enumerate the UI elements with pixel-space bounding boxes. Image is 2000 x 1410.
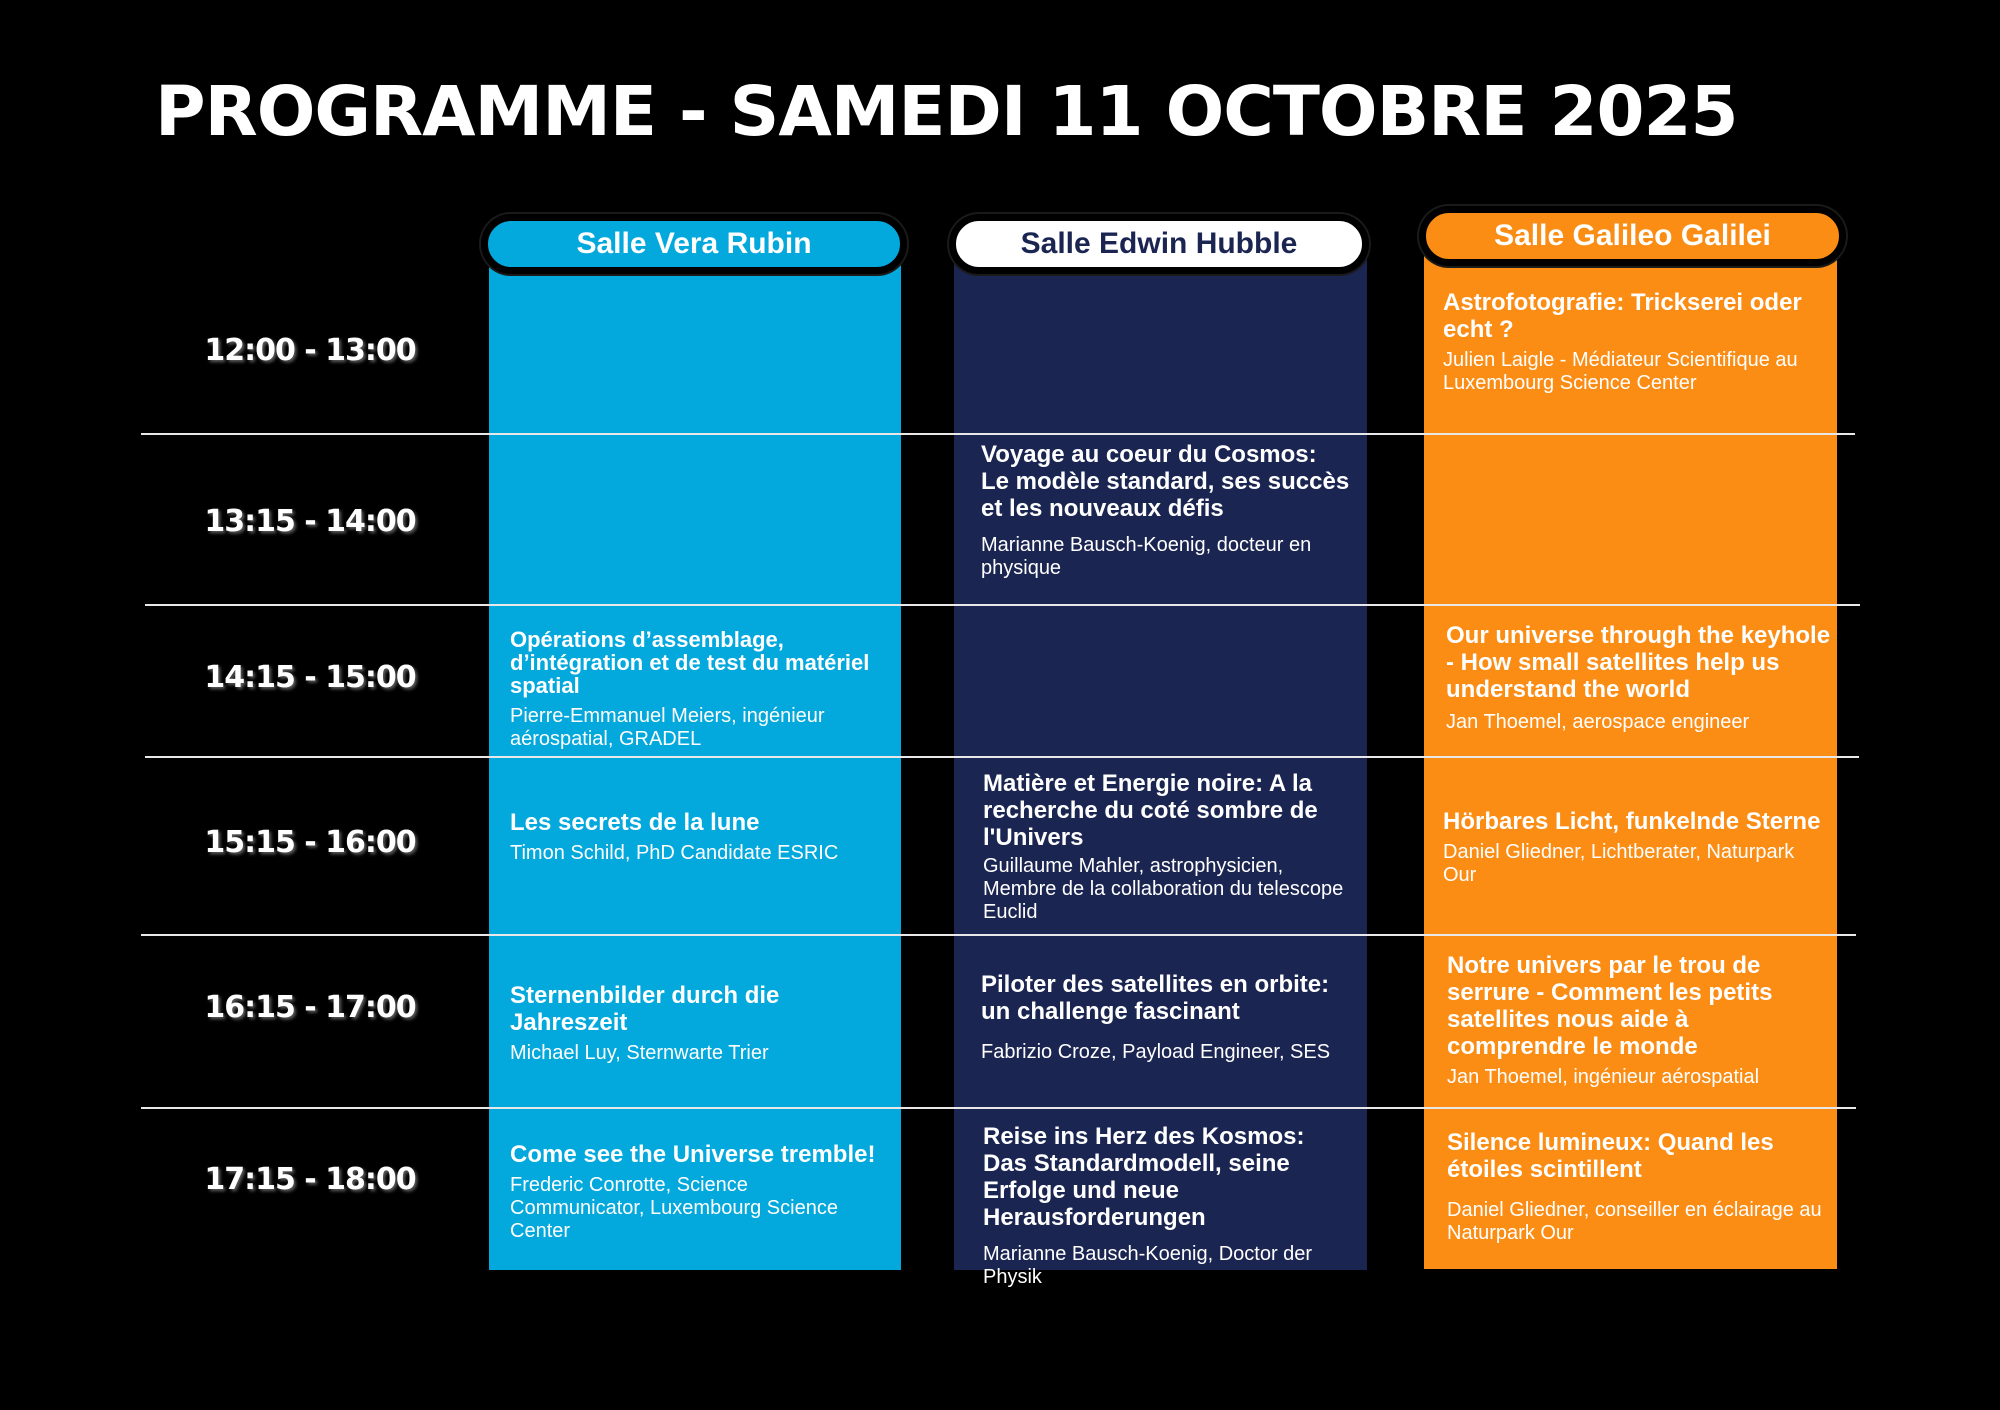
session-hubble-1615 [981, 971, 1361, 1064]
session-galilei-1200 [1443, 289, 1833, 395]
page-title: PROGRAMME - SAMEDI 11 OCTOBRE 2025 [155, 72, 1738, 152]
session-speaker: Marianne Bausch-Koenig, docteur en physique [981, 534, 1312, 579]
room-header-vera-rubin [481, 214, 907, 274]
session-title: Voyage au coeur du Cosmos: Le modèle standard, ses succès et les nouveaux défis [981, 441, 1350, 522]
session-galilei-1715 [1447, 1129, 1832, 1245]
session-title: Silence lumineux: Quand les étoiles scintillent [1447, 1129, 1774, 1183]
session-hubble-1515 [983, 770, 1353, 924]
session-title: Sternenbilder durch die Jahreszeit [510, 982, 780, 1036]
row-divider [141, 1107, 1856, 1109]
session-galilei-1415 [1446, 622, 1836, 734]
time-slot-1315: 13:15 - 14:00 [204, 504, 416, 539]
session-speaker: Jan Thoemel, aerospace engineer [1446, 711, 1750, 733]
column-vera-rubin [489, 250, 901, 1270]
session-title: Opérations d’assemblage, d’intégration et de test du matériel spatial [510, 627, 870, 698]
session-hubble-1315 [981, 441, 1351, 580]
session-title: Notre univers par le trou de serrure - Comment les petits satellites nous aide à comprendre le monde [1447, 952, 1773, 1060]
session-title: Matière et Energie noire: A la recherche du coté sombre de l'Univers [983, 770, 1318, 851]
session-speaker: Frederic Conrotte, Science Communicator, Luxembourg Science Center [510, 1174, 838, 1242]
session-title: Les secrets de la lune [510, 809, 760, 836]
session-speaker: Guillaume Mahler, astrophysicien, Membre de la collaboration du telescope Euclid [983, 855, 1344, 923]
session-rubin-1715 [510, 1141, 885, 1243]
session-title: Hörbares Licht, funkelnde Sterne [1443, 808, 1821, 835]
session-title: Come see the Universe tremble! [510, 1141, 876, 1168]
session-hubble-1715 [983, 1123, 1353, 1289]
session-speaker: Marianne Bausch-Koenig, Doctor der Physik [983, 1243, 1313, 1288]
session-title: Astrofotografie: Trickserei oder echt ? [1443, 289, 1802, 343]
time-slot-1515: 15:15 - 16:00 [204, 825, 416, 860]
session-speaker: Julien Laigle - Médiateur Scientifique au Luxembourg Science Center [1443, 349, 1798, 394]
session-speaker: Daniel Gliedner, conseiller en éclairage au Naturpark Our [1447, 1199, 1822, 1244]
room-label-edwin-hubble: Salle Edwin Hubble [1020, 227, 1298, 260]
session-title: Reise ins Herz des Kosmos: Das Standardmodell, seine Erfolge und neue Herausforderungen [983, 1123, 1305, 1231]
session-title: Our universe through the keyhole - How small satellites help us understand the world [1446, 622, 1831, 703]
room-label-vera-rubin: Salle Vera Rubin [576, 227, 812, 260]
time-slot-1615: 16:15 - 17:00 [204, 990, 416, 1025]
session-speaker: Michael Luy, Sternwarte Trier [510, 1042, 769, 1064]
session-galilei-1515 [1443, 808, 1833, 887]
session-rubin-1615 [510, 982, 900, 1065]
time-slot-1200: 12:00 - 13:00 [204, 333, 416, 368]
session-speaker: Daniel Gliedner, Lichtberater, Naturpark Our [1443, 841, 1795, 886]
session-speaker: Timon Schild, PhD Candidate ESRIC [510, 842, 839, 864]
session-speaker: Jan Thoemel, ingénieur aérospatial [1447, 1066, 1760, 1088]
session-speaker: Pierre-Emmanuel Meiers, ingénieur aérospatial, GRADEL [510, 705, 825, 750]
time-slot-1415: 14:15 - 15:00 [204, 660, 416, 695]
time-slot-1715: 17:15 - 18:00 [204, 1162, 416, 1197]
row-divider [145, 604, 1860, 606]
session-rubin-1515 [510, 809, 890, 865]
session-speaker: Fabrizio Croze, Payload Engineer, SES [981, 1041, 1331, 1063]
row-divider [141, 433, 1855, 435]
column-edwin-hubble [954, 250, 1367, 1270]
room-header-edwin-hubble [949, 214, 1369, 274]
session-rubin-1415 [510, 628, 898, 751]
column-galileo-galilei [1424, 250, 1837, 1269]
room-header-galileo-galilei [1419, 206, 1846, 266]
row-divider [145, 756, 1859, 758]
session-galilei-1615 [1447, 952, 1827, 1089]
session-title: Piloter des satellites en orbite: un challenge fascinant [981, 971, 1330, 1025]
row-divider [141, 934, 1856, 936]
room-label-galileo-galilei: Salle Galileo Galilei [1494, 219, 1771, 252]
